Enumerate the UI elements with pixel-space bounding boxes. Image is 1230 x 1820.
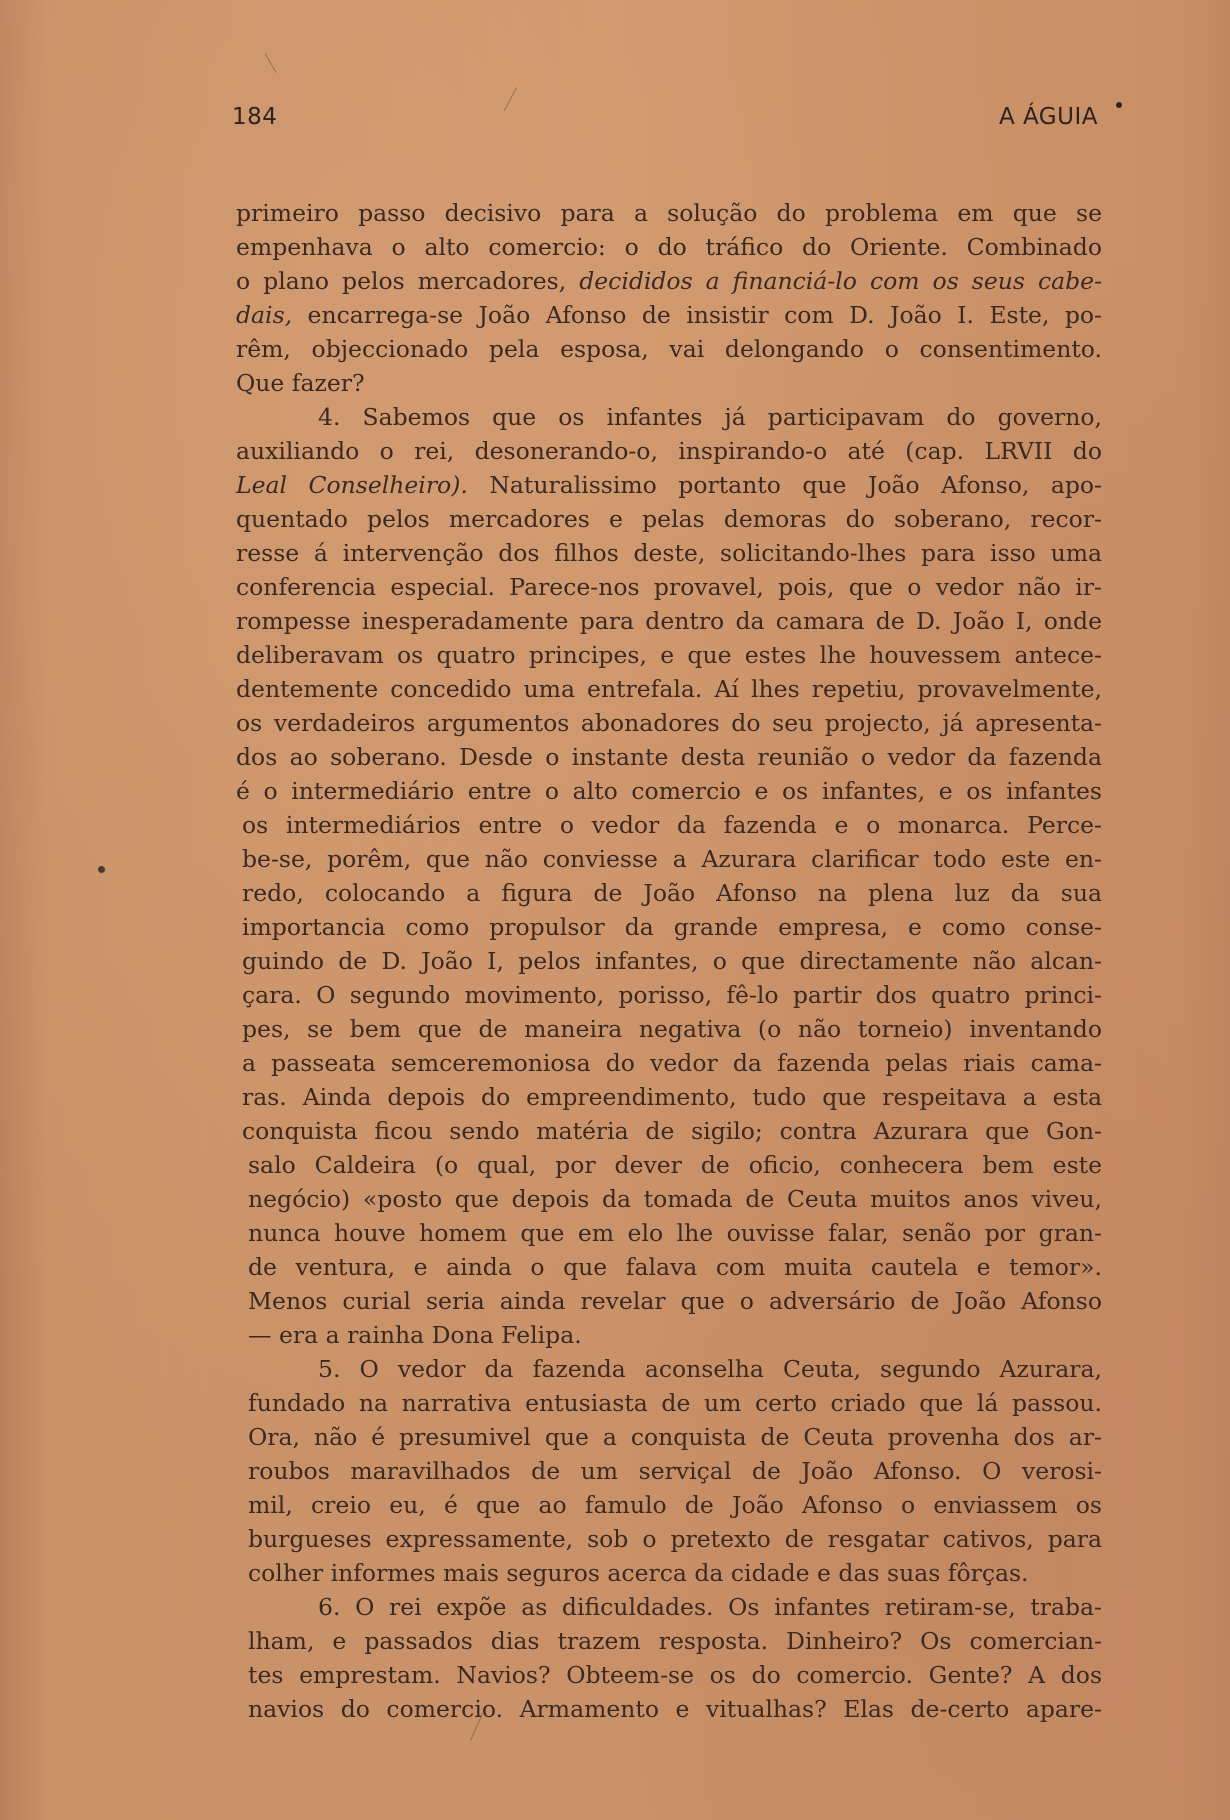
- italic-run: decididos a financiá-lo com os seus cabe-: [579, 267, 1103, 295]
- ink-speck: [98, 866, 105, 873]
- text-line: dentemente concedido uma entrefala. Aí lhes repetiu, provavelmente,: [236, 675, 1102, 703]
- text-line: dos ao soberano. Desde o instante desta reunião o vedor da fazenda: [236, 743, 1102, 771]
- page-number: 184: [232, 104, 278, 130]
- text-line: deliberavam os quatro principes, e que estes lhe houvessem antece-: [236, 641, 1102, 669]
- text-line: ras. Ainda depois do empreendimento, tudo que respeitava a esta: [242, 1083, 1102, 1111]
- text-line: fundado na narrativa entusiasta de um certo criado que lá passou.: [248, 1389, 1102, 1417]
- text-line: burgueses expressamente, sob o pretexto de resgatar cativos, para: [248, 1525, 1102, 1553]
- text-line: salo Caldeira (o qual, por dever de oficio, conhecera bem este: [248, 1151, 1102, 1179]
- text-line: negócio) «posto que depois da tomada de Ceuta muitos anos viveu,: [248, 1185, 1102, 1213]
- text-line: rêm, objeccionado pela esposa, vai delongando o consentimento.: [236, 335, 1102, 363]
- text-line: auxiliando o rei, desonerando-o, inspirando-o até (cap. LRVII do: [236, 437, 1102, 465]
- text-run: encarrega-se João Afonso de insistir com D. João I. Este, po-: [292, 301, 1102, 329]
- text-line: navios do comercio. Armamento e vitualhas? Elas de-certo apare-: [248, 1695, 1102, 1723]
- paper-scratch: [265, 53, 277, 73]
- text-line: — era a rainha Dona Felipa.: [248, 1321, 582, 1349]
- text-line: roubos maravilhados de um serviçal de João Afonso. O verosi-: [248, 1457, 1102, 1485]
- paragraph-start-line: 6. O rei expõe as dificuldades. Os infantes retiram-se, traba-: [318, 1593, 1102, 1621]
- paragraph-start-line: 5. O vedor da fazenda aconselha Ceuta, segundo Azurara,: [318, 1355, 1102, 1383]
- text-line: pes, se bem que de maneira negativa (o não torneio) inventando: [242, 1015, 1102, 1043]
- text-line: colher informes mais seguros acerca da cidade e das suas fôrças.: [248, 1559, 1029, 1587]
- text-line: guindo de D. João I, pelos infantes, o que directamente não alcan-: [242, 947, 1102, 975]
- text-line: resse á intervenção dos filhos deste, solicitando-lhes para isso uma: [236, 539, 1102, 567]
- text-line: a passeata semceremoniosa do vedor da fazenda pelas riais cama-: [242, 1049, 1102, 1077]
- text-line: be-se, porêm, que não conviesse a Azurara clarificar todo este en-: [242, 845, 1102, 873]
- text-line: rompesse inesperadamente para dentro da camara de D. João I, onde: [236, 607, 1102, 635]
- italic-run: Leal Conselheiro).: [236, 471, 468, 499]
- text-line: Ora, não é presumivel que a conquista de Ceuta provenha dos ar-: [248, 1423, 1102, 1451]
- printer-dot-mark: [1116, 102, 1122, 108]
- italic-run: dais,: [236, 301, 293, 329]
- text-run: o plano pelos mercadores,: [236, 267, 580, 295]
- paragraph-start-line: 4. Sabemos que os infantes já participavam do governo,: [318, 403, 1102, 431]
- body-text: [236, 196, 1102, 1726]
- text-line: [236, 468, 1102, 502]
- text-line: [236, 298, 1102, 332]
- text-line: conquista ficou sendo matéria de sigilo; contra Azurara que Gon-: [242, 1117, 1102, 1145]
- text-line: Menos curial seria ainda revelar que o adversário de João Afonso: [248, 1287, 1102, 1315]
- text-line: lham, e passados dias trazem resposta. Dinheiro? Os comercian-: [248, 1627, 1102, 1655]
- text-run: Naturalissimo portanto que João Afonso, apo-: [467, 471, 1102, 499]
- text-line: é o intermediário entre o alto comercio e os infantes, e os infantes: [236, 777, 1102, 805]
- text-line: quentado pelos mercadores e pelas demoras do soberano, recor-: [236, 505, 1102, 533]
- text-line: primeiro passo decisivo para a solução do problema em que se: [236, 199, 1102, 227]
- text-line: importancia como propulsor da grande empresa, e como conse-: [242, 913, 1102, 941]
- text-line: mil, creio eu, é que ao famulo de João Afonso o enviassem os: [248, 1491, 1102, 1519]
- text-line: tes emprestam. Navios? Obteem-se os do comercio. Gente? A dos: [248, 1661, 1102, 1689]
- text-line: os intermediários entre o vedor da fazenda e o monarca. Perce-: [242, 811, 1102, 839]
- text-line: conferencia especial. Parece-nos provavel, pois, que o vedor não ir-: [236, 573, 1102, 601]
- text-line: de ventura, e ainda o que falava com muita cautela e temor».: [248, 1253, 1102, 1281]
- text-line: redo, colocando a figura de João Afonso na plena luz da sua: [242, 879, 1102, 907]
- text-line: çara. O segundo movimento, porisso, fê-lo partir dos quatro princi-: [242, 981, 1102, 1009]
- text-line: empenhava o alto comercio: o do tráfico do Oriente. Combinado: [236, 233, 1102, 261]
- running-title: A ÁGUIA: [998, 104, 1098, 130]
- text-line: nunca houve homem que em elo lhe ouvisse falar, senão por gran-: [248, 1219, 1102, 1247]
- text-line: [236, 264, 1102, 298]
- text-line: os verdadeiros argumentos abonadores do seu projecto, já apresenta-: [236, 709, 1102, 737]
- page-header: [232, 104, 1122, 144]
- text-line: Que fazer?: [236, 369, 365, 397]
